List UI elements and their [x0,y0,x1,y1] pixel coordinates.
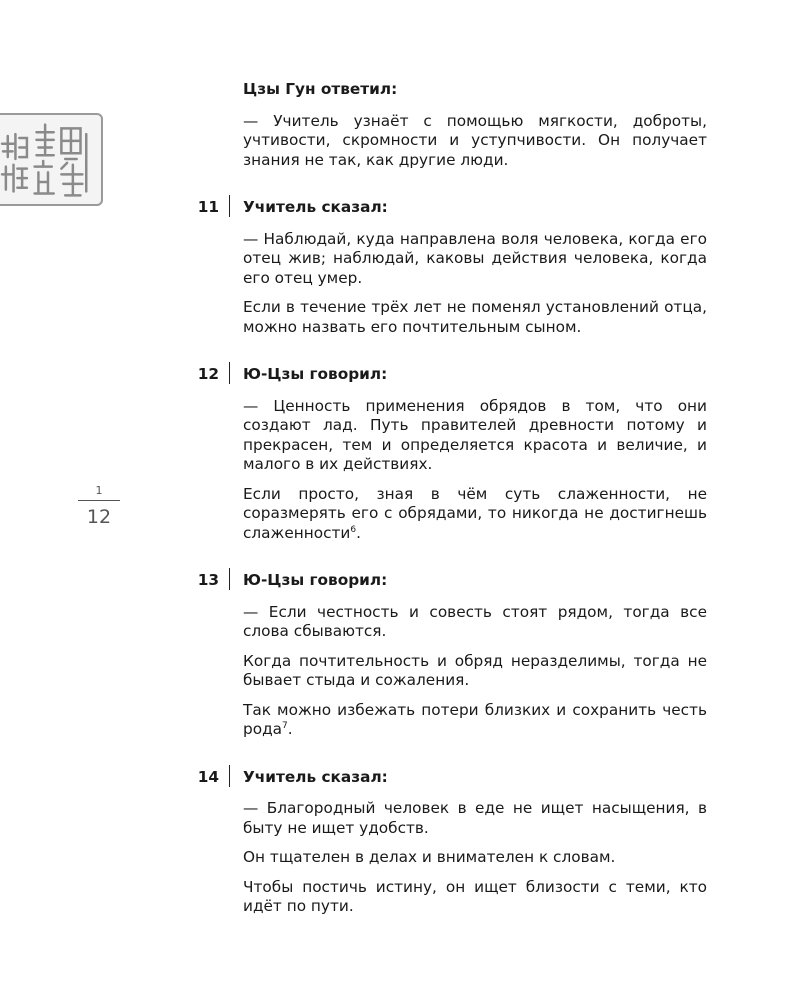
section-heading: Ю-Цзы говорил: [243,365,388,383]
paragraph: Он тщателен в делах и внимателен к словам. [243,848,616,866]
paragraph: — Благородный человек в еде не ищет насыщения, в быту не ищет удобств. [243,799,707,837]
page-number: 12 [86,506,112,528]
paragraph: — Наблюдай, куда направлена воля человека, когда его отец жив; наблюдай, каковы действия человека, когда его отец умер. [243,229,707,287]
section-divider [229,765,230,787]
paragraph: — Если честность и совесть стоят рядом, тогда все слова сбываются. [243,602,707,640]
section-divider [229,568,230,590]
section-11 [197,198,707,337]
section-heading: Учитель сказал: [243,198,388,216]
paragraph-text: Так можно избежать потери близких и сохранить честь рода [243,700,707,738]
chapter-number: 1 [95,484,103,497]
paragraph: Когда почтительность и обряд неразделимы, тогда не бывает стыда и сожаления. [243,651,707,689]
footnote-ref: 6 [350,524,357,535]
paragraph-text: Если просто, зная в чём суть слаженности, не соразмерять его с обрядами, то никогда не достигнешь слаженности [243,484,707,542]
section-13 [197,571,707,740]
section-divider [229,195,230,217]
section-14 [197,767,707,917]
paragraph [243,485,707,544]
section-12 [197,365,707,543]
section-heading: Цзы Гун ответил: [243,80,398,98]
folio [78,484,120,528]
section-heading: Ю-Цзы говорил: [243,571,388,589]
paragraph: — Ценность применения обрядов в том, что они создают лад. Путь правителей древности потому и прекрасен, тем и определяется красота и величие, и малого в их действиях. [243,396,707,473]
paragraph: Если в течение трёх лет не поменял установлений отца, можно назвать его почтительным сыном. [243,298,707,336]
paragraph-tail: . [287,720,293,738]
paragraph [243,701,707,740]
paragraph: Чтобы постичь истину, он ищет близости с теми, кто идёт по пути. [243,877,707,915]
paragraph: — Учитель узнаёт с помощью мягкости, доброты, учтивости, скромности и уступчивости. Он получает знания не так, как другие люди. [243,111,707,169]
chinese-seal-stamp [0,113,103,206]
paragraph-tail: . [356,523,361,542]
section-number: 14 [197,767,219,786]
section-heading: Учитель сказал: [243,767,388,786]
seal-glyphs-icon [0,115,101,204]
text-column [197,80,707,917]
folio-divider [78,500,120,501]
section-number: 12 [197,365,219,383]
section-number: 13 [197,571,219,589]
section-divider [229,362,230,384]
footnote-ref: 7 [282,720,288,731]
section-number: 11 [197,198,219,216]
section-intro [243,80,707,170]
